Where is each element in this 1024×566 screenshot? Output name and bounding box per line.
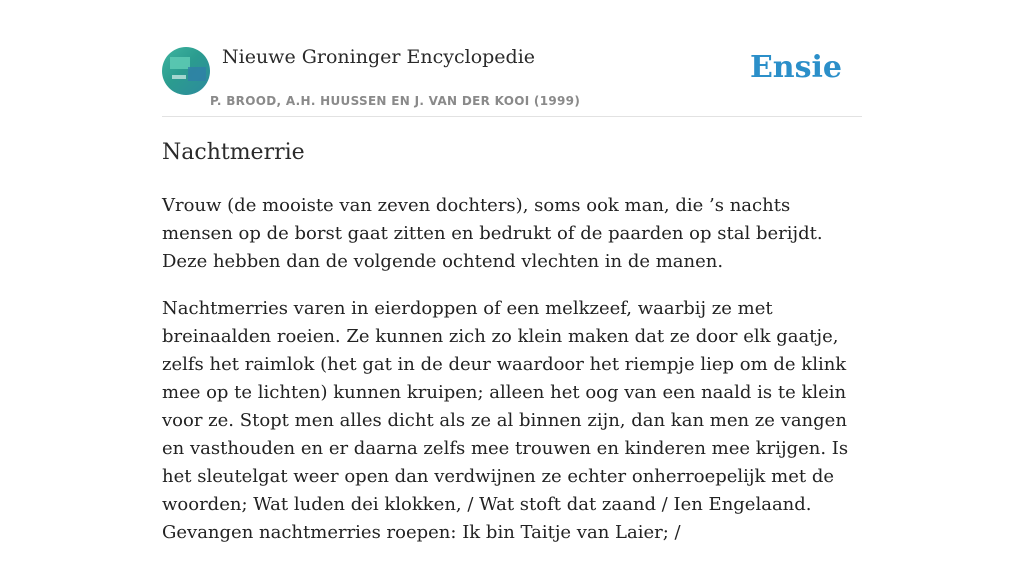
- cover-shape: [188, 67, 206, 81]
- entry-header: [162, 0, 862, 117]
- entry-paragraph: Nachtmerries varen in eierdoppen of een melkzeef, waarbij ze met breinaalden roeien. Ze kunnen zich zo klein maken dat ze door elk gaatje, zelfs het raimlok (het gat in de deur waardoor het riempje liep om de klink mee op te lichten) kunnen kruipen; alleen het oog van een naald is te klein voor ze. Stopt men alles dicht als ze al binnen zijn, dan kan men ze vangen en vasthouden en er daarna zelfs mee trouwen en kinderen mee krijgen. Is het sleutelgat weer open dan verdwijnen ze echter onherroepelijk met de woorden; Wat luden dei klokken, / Wat stoft dat zaand / Ien Engelaand. Gevangen nachtmerries roepen: Ik bin Taitje van Laier; /: [162, 298, 849, 543]
- ensie-logo[interactable]: Ensie: [749, 50, 842, 85]
- book-title-link[interactable]: Nieuwe Groninger Encyclopedie: [222, 46, 536, 68]
- cover-shape: [172, 75, 186, 79]
- book-cover-thumbnail[interactable]: [162, 47, 210, 95]
- book-authors: P. BROOD, A.H. HUUSSEN EN J. VAN DER KOOI (1999): [210, 94, 581, 108]
- entry-title: Nachtmerrie: [162, 140, 305, 165]
- entry-body: [162, 192, 862, 566]
- cover-shape: [170, 57, 190, 69]
- page-container: [162, 0, 862, 543]
- entry-paragraph: Vrouw (de mooiste van zeven dochters), soms ook man, die ’s nachts mensen op de borst gaat zitten en bedrukt of de paarden op stal berijdt. Deze hebben dan de volgende ochtend vlechten in de manen.: [162, 195, 823, 272]
